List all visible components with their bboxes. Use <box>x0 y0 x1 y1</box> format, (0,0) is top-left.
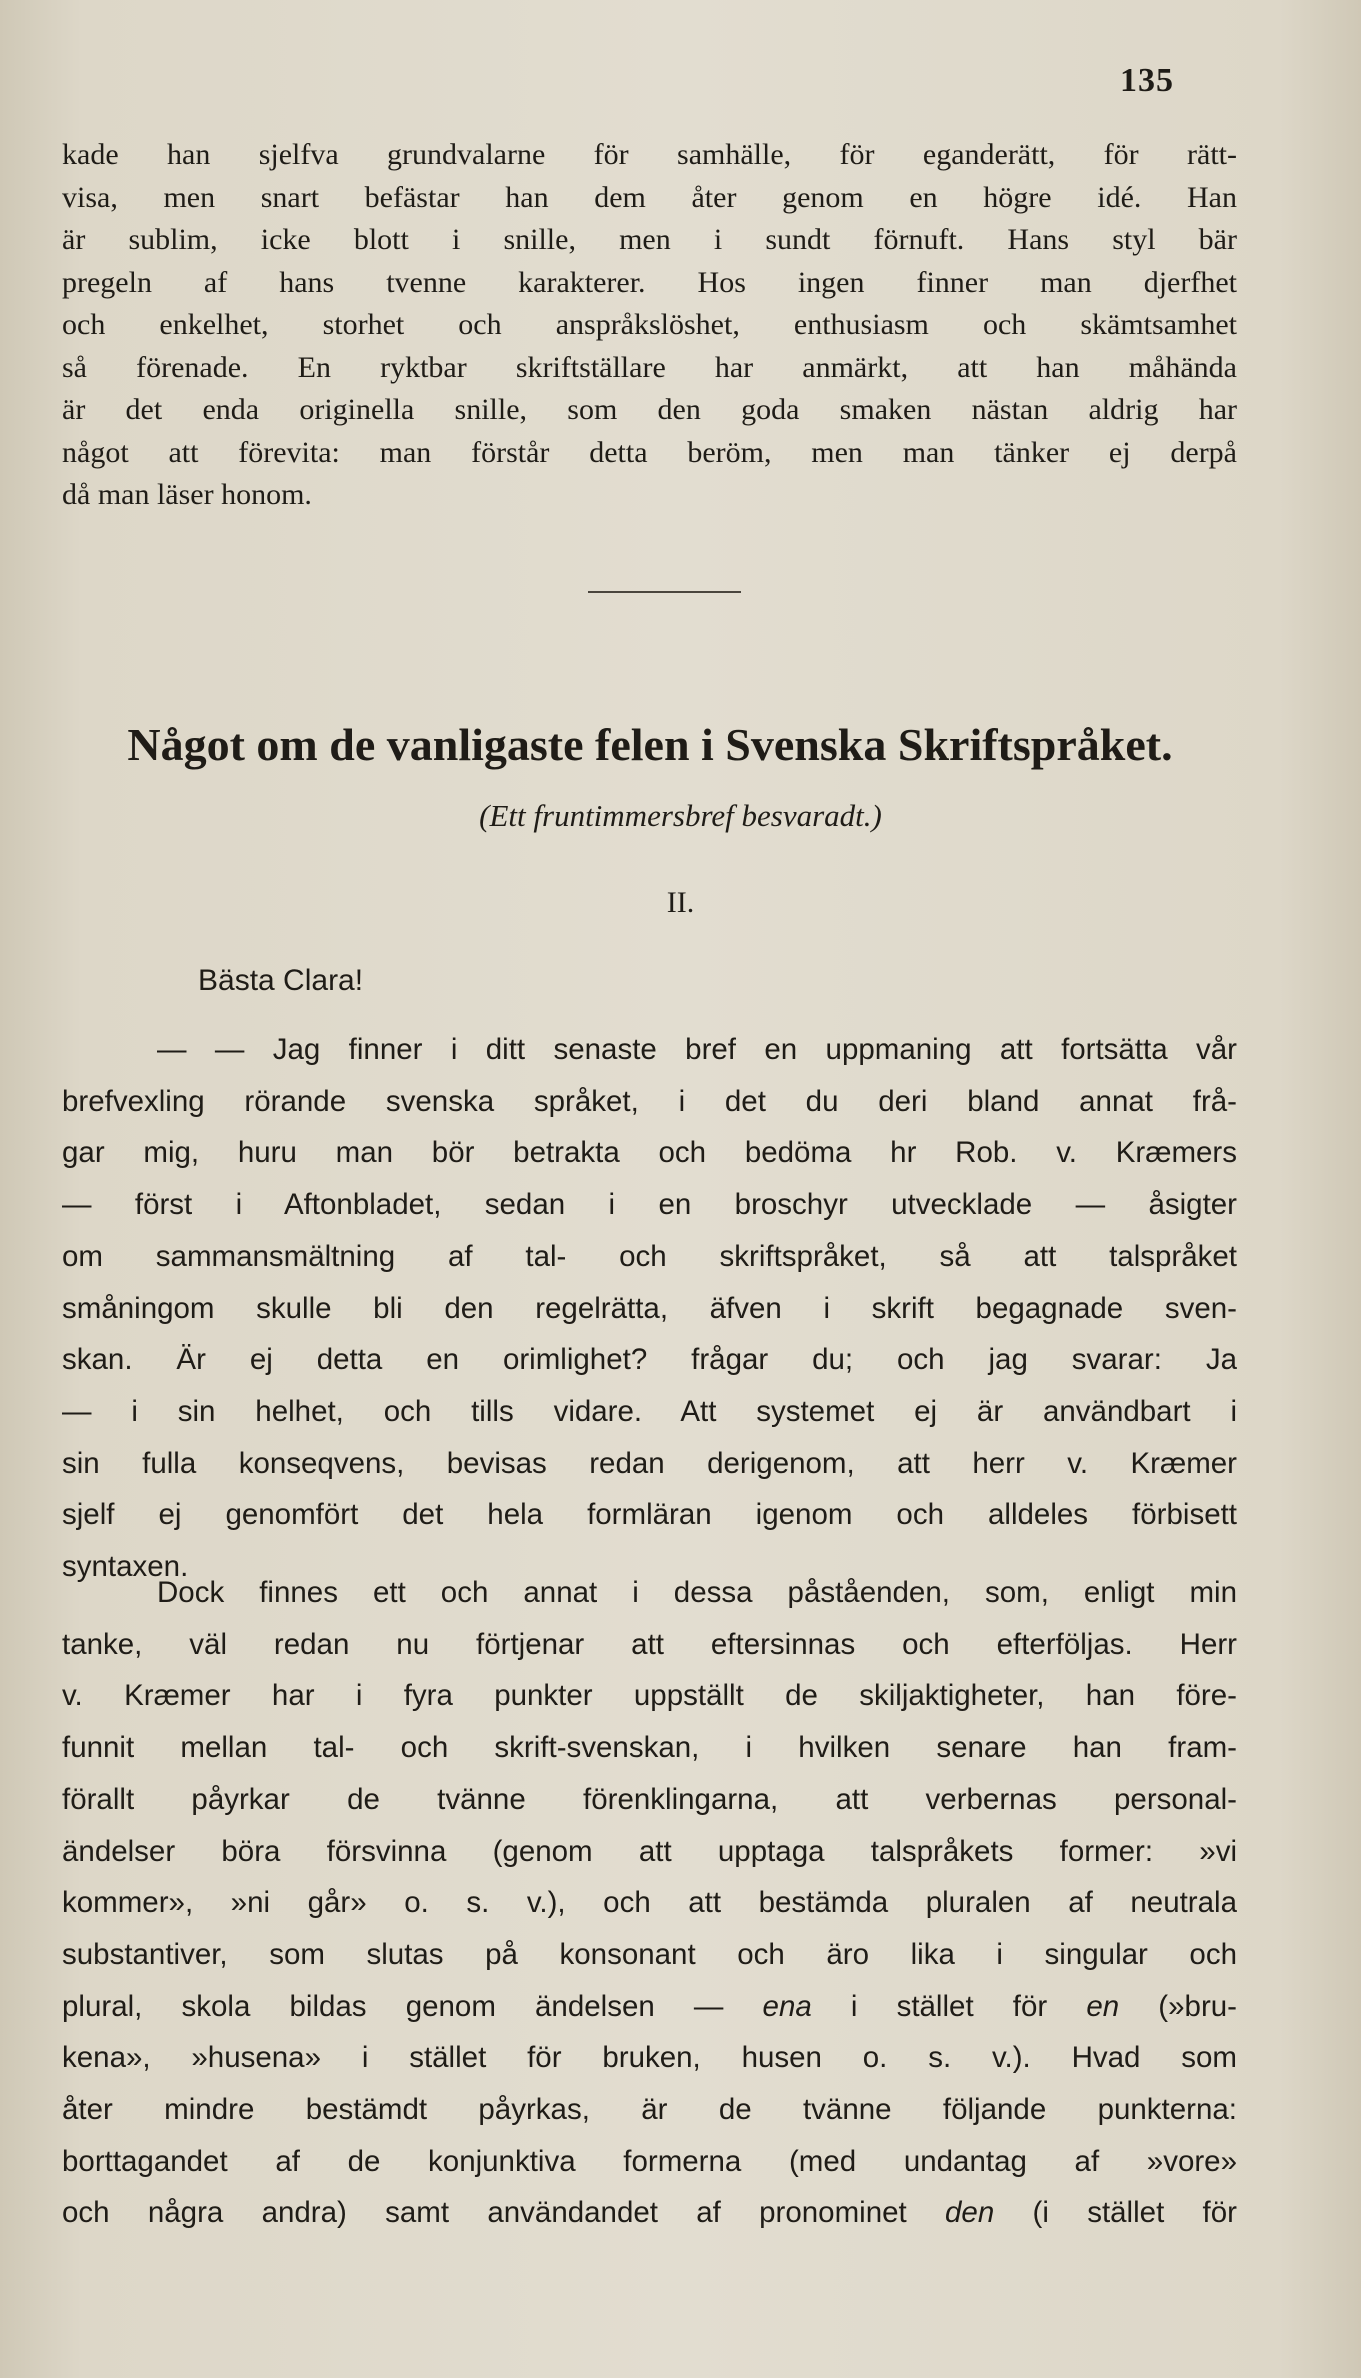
text-line: ändelser böra försvinna (genom att upptaga talspråkets former: »vi <box>62 1834 1237 1868</box>
section-number: II. <box>666 886 695 919</box>
text-line: — — Jag finner i ditt senaste bref en uppmaning att fortsätta vår <box>157 1033 1237 1066</box>
article-subheading: (Ett fruntimmersbref besvaradt.) <box>479 798 882 833</box>
article-heading: Något om de vanligaste felen i Svenska Skriftspråket. <box>127 719 1173 770</box>
text-line <box>62 2187 1237 2239</box>
text-line: Dock finnes ett och annat i dessa påståenden, som, enligt min <box>157 1576 1237 1609</box>
text-line: något att förevita: man förstår detta beröm, men man tänker ej derpå <box>62 435 1237 469</box>
text-line: förallt påyrkar de tvänne förenklingarna, att verbernas personal- <box>62 1782 1237 1816</box>
text-line: om sammansmältning af tal- och skriftspråket, så att talspråket <box>62 1239 1237 1273</box>
text-line: kommer», »ni går» o. s. v.), och att bestämda pluralen af neutrala <box>62 1886 1237 1920</box>
emphasized-word: en <box>1086 1989 1120 2023</box>
text-line: funnit mellan tal- och skrift-svenskan, i hvilken senare han fram- <box>62 1731 1237 1765</box>
text-line: och enkelhet, storhet och anspråkslöshet, enthusiasm och skämtsamhet <box>62 308 1237 341</box>
section-divider <box>588 591 741 593</box>
text-line: v. Kræmer har i fyra punkter uppställt de skiljaktigheter, han före- <box>62 1679 1237 1713</box>
text-line: visa, men snart befästar han dem åter genom en högre idé. Han <box>62 180 1237 214</box>
text-line: — i sin helhet, och tills vidare. Att systemet ej är användbart i <box>62 1394 1237 1428</box>
text-line: substantiver, som slutas på konsonant och äro lika i singular och <box>62 1937 1237 1971</box>
text-line <box>62 1981 1237 2033</box>
emphasized-word: ena <box>762 1989 812 2023</box>
text-line: då man läser honom. <box>62 478 312 511</box>
page-number: 135 <box>1120 62 1174 99</box>
text-segment: i stället för <box>811 1989 1087 2023</box>
text-line: tanke, väl redan nu förtjenar att eftersinnas och efterföljas. Herr <box>62 1627 1237 1661</box>
paragraph-2 <box>62 1024 1237 1593</box>
emphasized-word: den <box>945 2196 995 2230</box>
text-line: är sublim, icke blott i snille, men i sundt förnuft. Hans styl bär <box>62 223 1237 256</box>
paragraph-3 <box>62 1567 1237 2239</box>
paragraph-1 <box>62 134 1237 517</box>
text-segment: och några andra) samt användandet af pronominet <box>62 2196 946 2230</box>
text-line: så förenade. En ryktbar skriftställare har anmärkt, att han måhända <box>62 350 1237 384</box>
text-line: sjelf ej genomfört det hela formläran igenom och alldeles förbisett <box>62 1498 1237 1532</box>
text-line: åter mindre bestämdt påyrkas, är de tvänne följande punkterna: <box>62 2093 1237 2127</box>
text-line: småningom skulle bli den regelrätta, äfven i skrift begagnade sven- <box>62 1291 1237 1325</box>
text-line: borttagandet af de konjunktiva formerna (med undantag af »vore» <box>62 2144 1237 2178</box>
text-segment: (i stället för <box>994 2196 1237 2230</box>
text-line: brefvexling rörande svenska språket, i det du deri bland annat frå- <box>62 1084 1237 1118</box>
text-segment: (»bru- <box>1119 1989 1237 2023</box>
text-line: sin fulla konseqvens, bevisas redan derigenom, att herr v. Kræmer <box>62 1446 1237 1480</box>
text-line: kade han sjelfva grundvalarne för samhälle, för eganderätt, för rätt- <box>62 138 1237 171</box>
text-line: gar mig, huru man bör betrakta och bedöma hr Rob. v. Kræmers <box>62 1136 1237 1170</box>
letter-salutation: Bästa Clara! <box>198 964 364 997</box>
text-line: pregeln af hans tvenne karakterer. Hos ingen finner man djerfhet <box>62 265 1237 299</box>
text-line: syntaxen. <box>62 1550 189 1584</box>
text-line: kena», »husena» i stället för bruken, husen o. s. v.). Hvad som <box>62 2041 1237 2075</box>
text-line: — först i Aftonbladet, sedan i en broschyr utvecklade — åsigter <box>62 1188 1237 1222</box>
text-line: är det enda originella snille, som den goda smaken nästan aldrig har <box>62 393 1237 426</box>
text-line: skan. Är ej detta en orimlighet? frågar du; och jag svarar: Ja <box>62 1343 1237 1377</box>
text-segment: plural, skola bildas genom ändelsen — <box>62 1989 763 2023</box>
